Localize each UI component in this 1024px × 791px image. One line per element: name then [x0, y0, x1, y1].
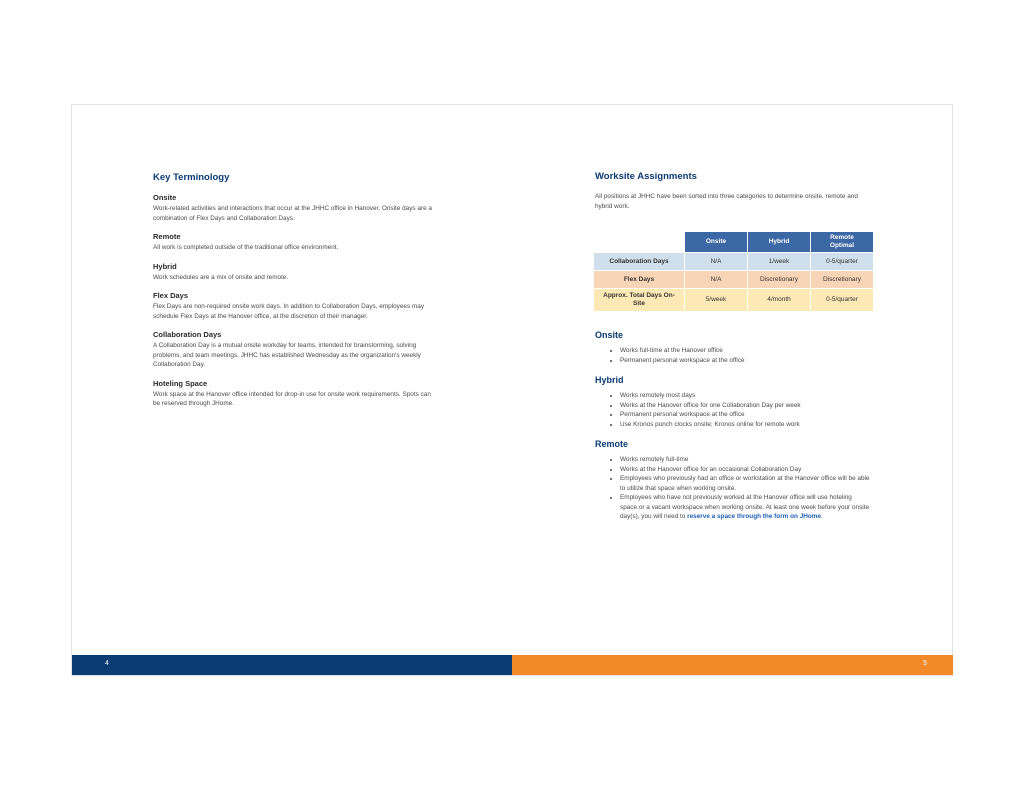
table-cell: 4/month: [748, 289, 810, 311]
table-cell: 0-5/quarter: [811, 253, 873, 270]
list-item-text: Employees who have not previously worked at the Hanover office will use hoteling space or a vacant workspace when working onsite. At least one week before your onsite day(s), you will need to: [620, 494, 870, 520]
term-body: Work schedules are a mix of onsite and remote.: [153, 273, 289, 281]
key-terminology-heading: Key Terminology: [153, 172, 230, 183]
page-number-left: 4: [105, 660, 109, 667]
list-item: • Works at the Hanover office for one Collaboration Day per week: [620, 401, 870, 411]
term-title: Onsite: [153, 193, 177, 202]
table-cell: N/A: [685, 253, 747, 270]
list-item: [620, 493, 870, 522]
term-item: [153, 193, 433, 223]
list-item: • Permanent personal workspace at the office: [620, 410, 870, 420]
term-title: Remote: [153, 232, 181, 241]
list-item: • Works full-time at the Hanover office: [620, 346, 870, 356]
right-page: [512, 105, 952, 657]
term-title: Hoteling Space: [153, 378, 208, 388]
footer-bar-right: [512, 655, 953, 675]
document-spread: [71, 104, 953, 676]
bullet-list: [595, 391, 870, 429]
list-item: • Works at the Hanover office for an occasional Collaboration Day: [620, 465, 870, 475]
reserve-space-link[interactable]: reserve a space through the form on JHome: [687, 513, 822, 520]
worksite-intro: All positions at JHHC have been sorted into three categories to determine onsite, remote and hybrid work.: [595, 193, 858, 210]
key-terminology-column: [153, 172, 433, 418]
footer-bar-left: [72, 655, 512, 675]
table-row: [594, 253, 873, 270]
table-cell: Discretionary: [811, 271, 873, 288]
list-item-end: .: [821, 513, 823, 520]
remote-optimal-label: Remote Optimal: [829, 234, 855, 249]
section-title-onsite: Onsite: [595, 330, 624, 340]
term-item: [153, 379, 433, 409]
term-item: [153, 330, 433, 370]
table-header-hybrid: Hybrid: [748, 232, 810, 252]
table-cell: Discretionary: [748, 271, 810, 288]
list-item: • Employees who previously had an office or workstation at the Hanover office will be able to utilize that space when working onsite.: [620, 474, 870, 493]
bullet-list: [595, 455, 870, 522]
worksite-assignments-column: [595, 171, 875, 532]
table-cell: 0-5/quarter: [811, 289, 873, 311]
table-row: [594, 289, 873, 311]
table-cell: 1/week: [748, 253, 810, 270]
term-title: Collaboration Days: [153, 330, 222, 339]
table-header-remote-optimal: [811, 232, 873, 252]
left-page: [72, 105, 512, 657]
section-title-hybrid: Hybrid: [595, 375, 624, 385]
list-item: • Works remotely full-time: [620, 455, 870, 465]
worksite-assignments-heading: Worksite Assignments: [595, 171, 697, 182]
term-body: Work space at the Hanover office intended for drop-in use for onsite work requirements. Spots can be reserved through JHome.: [153, 390, 431, 407]
term-title: Hybrid: [153, 261, 177, 271]
row-label: Collaboration Days: [594, 253, 684, 270]
term-body: Flex Days are non-required onsite work days. In addition to Collaboration Days, employees may schedule Flex Days at the Hanover office, at the discretion of their manager.: [153, 303, 425, 320]
list-item: • Use Kronos punch clocks onsite; Kronos online for remote work: [620, 420, 870, 430]
term-item: [153, 232, 433, 253]
term-title: Flex Days: [153, 291, 189, 300]
list-item: • Permanent personal workspace at the office: [620, 356, 870, 366]
list-item: • Works remotely most days: [620, 391, 870, 401]
assignment-sections: [595, 330, 875, 522]
term-body: All work is completed outside of the traditional office environment.: [153, 244, 339, 251]
table-header-row: [594, 232, 873, 252]
page-number-right: 5: [923, 660, 927, 667]
term-item: [153, 262, 433, 283]
table-cell: 5/week: [685, 289, 747, 311]
terms-list: [153, 193, 433, 409]
term-body: A Collaboration Day is a mutual onsite workday for teams, intended for brainstorming, solving problems, and team meetings. JHHC has established Wednesday as the organization's weekly Collaboration Day.: [153, 342, 421, 368]
table-corner: [594, 232, 684, 252]
table-row: [594, 271, 873, 288]
bullet-list: [595, 346, 870, 365]
table-cell: N/A: [685, 271, 747, 288]
worksite-table: [593, 231, 874, 312]
table-header-onsite: Onsite: [685, 232, 747, 252]
row-label: [594, 289, 684, 311]
row-label-text: Approx. Total Days On-Site: [603, 292, 675, 307]
term-item: [153, 291, 433, 321]
term-body: Work-related activities and interactions that occur at the JHHC office in Hanover. Onsite days are a combination of Flex Days and Collaboration Days.: [153, 205, 432, 222]
row-label: Flex Days: [594, 271, 684, 288]
section-title-remote: Remote: [595, 439, 629, 449]
